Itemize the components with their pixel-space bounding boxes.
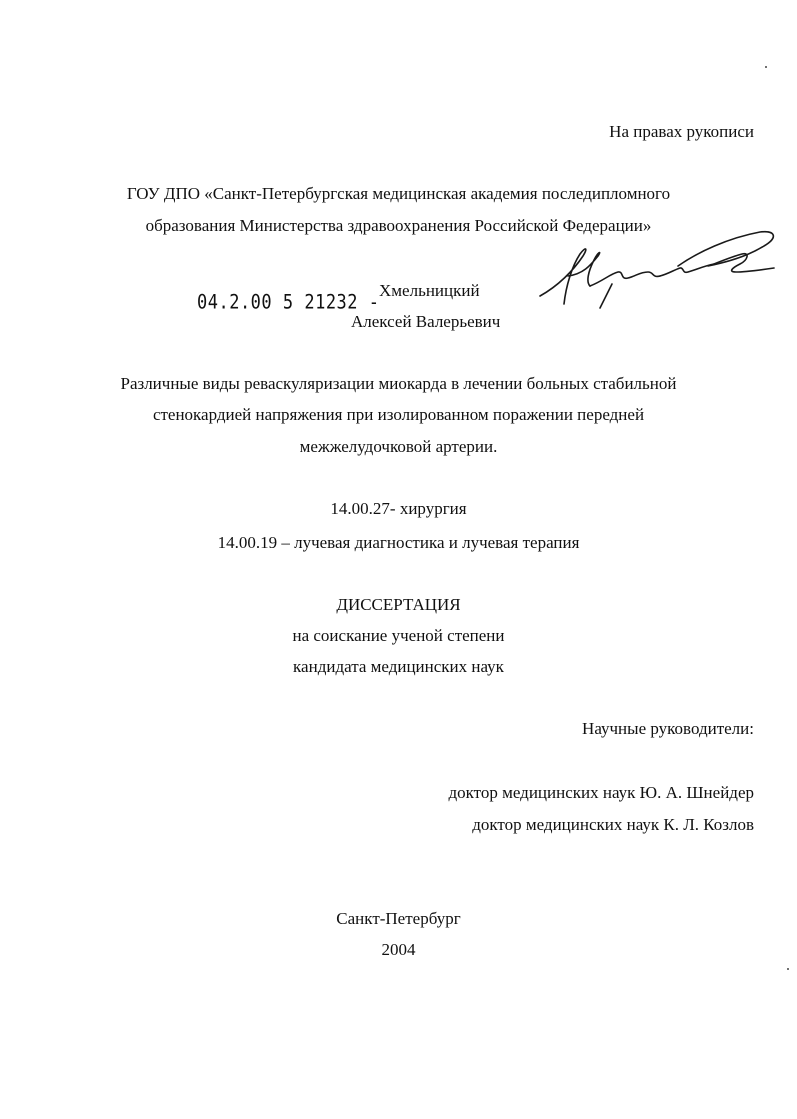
- author-given-names: Алексей Валерьевич: [351, 312, 501, 331]
- institution-line-1: ГОУ ДПО «Санкт-Петербургская медицинская академия последипломного: [126, 184, 671, 203]
- year: 2004: [381, 940, 416, 959]
- supervisor-2: доктор медицинских наук К. Л. Козлов: [472, 815, 754, 834]
- document-type: ДИССЕРТАЦИЯ: [336, 595, 461, 614]
- institution-line-2: образования Министерства здравоохранения Российской Федерации»: [145, 216, 652, 235]
- author-signature: [528, 226, 778, 316]
- specialty-2: 14.00.19 – лучевая диагностика и лучевая терапия: [217, 533, 580, 552]
- degree-line-1: на соискание ученой степени: [292, 626, 505, 645]
- supervisor-1: доктор медицинских наук Ю. А. Шнейдер: [448, 783, 754, 802]
- rights-reserved-note: На правах рукописи: [609, 122, 754, 141]
- city: Санкт-Петербург: [336, 909, 461, 928]
- degree-line-2: кандидата медицинских наук: [293, 657, 504, 676]
- thesis-title-line-3: межжелудочковой артерии.: [299, 437, 498, 456]
- registry-stamp: 04.2.00 5 21232 -: [197, 291, 380, 314]
- scan-speck: [765, 66, 767, 68]
- supervisors-heading: Научные руководители:: [582, 719, 754, 738]
- scan-speck: [787, 968, 789, 970]
- thesis-title-line-1: Различные виды реваскуляризации миокарда в лечении больных стабильной: [120, 374, 677, 393]
- specialty-1: 14.00.27- хирургия: [330, 499, 467, 518]
- thesis-title-line-2: стенокардией напряжения при изолированном поражении передней: [152, 405, 645, 424]
- author-surname: Хмельницкий: [379, 281, 480, 300]
